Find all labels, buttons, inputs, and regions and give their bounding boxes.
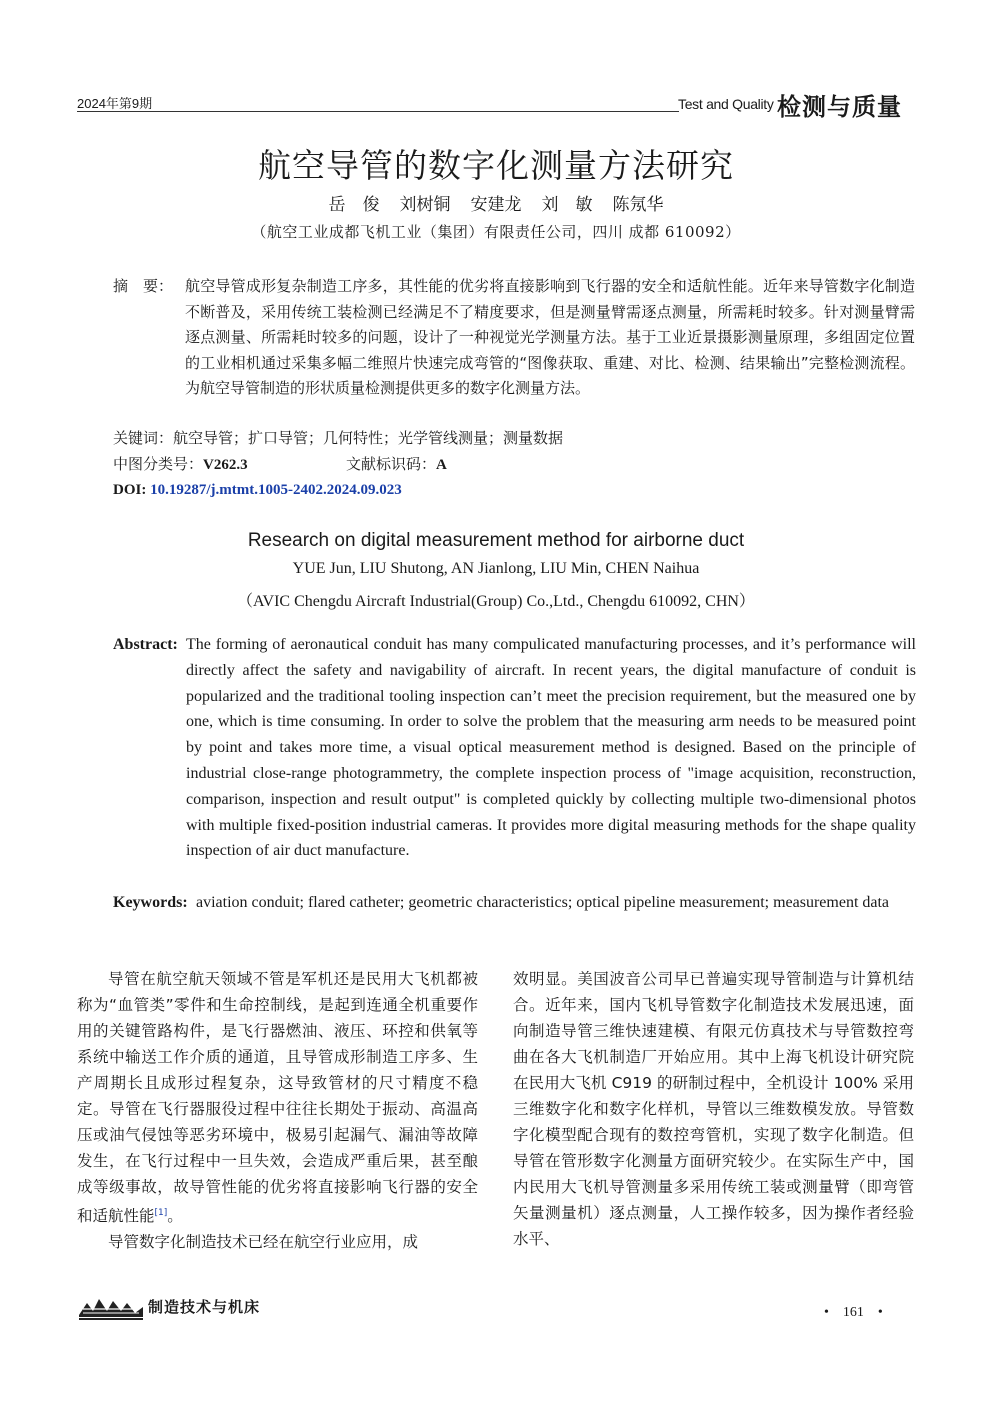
body-column-left [77,966,478,1255]
author: 岳 俊 [328,195,380,215]
doi-line [113,478,402,503]
body-text: 。 [167,1207,183,1226]
doc-code-label: 文献标识码： [346,455,437,473]
doi-link[interactable]: 10.19287/j.mtmt.1005-2402.2024.09.023 [150,482,402,498]
author: 安建龙 [470,195,522,215]
journal-section-cn: 检测与质量 [777,93,902,121]
paper-title: 航空导管的数字化测量方法研究 [258,146,734,185]
author-list [0,190,992,215]
author: 刘 敏 [541,195,593,215]
body-paragraph [77,966,478,1229]
clc-value: V262.3 [203,457,248,473]
english-affiliation: （AVIC Chengdu Aircraft Industrial(Group) Co.,Ltd., Chengdu 610092, CHN） [237,593,755,610]
journal-section-en: Test and Quality [678,96,774,112]
english-authors: YUE Jun, LIU Shutong, AN Jianlong, LIU Min, CHEN Naihua [292,560,700,577]
english-abstract-label: Abstract: [113,636,178,653]
author: 刘树铜 [399,195,451,215]
header-rule [77,111,679,112]
abstract-cn-label: 摘 要： [113,277,174,295]
journal-brand: 制造技术与机床 [148,1298,261,1316]
keywords-cn-text: 航空导管；扩口导管；几何特性；光学管线测量；测量数据 [173,429,564,447]
keywords-cn-label: 关键词： [113,429,174,447]
english-abstract-text: The forming of aeronautical conduit has many compulicated manufacturing processes, and it’s performance will directly affect the safety and navigability of aircraft. In recent years, the digital manufacture of conduit is popularized and the traditional tooling inspection can’t meet the precision requirement, but the measured one by one, which is time consuming. In order to solve the problem that the measuring arm needs to be measured point by point and takes more time, a visual optical measurement method is designed. Based on the principle of industrial close-range photogrammetry, the complete inspection process of "image acquisition, reconstruction, comparison, inspection and result output" is completed quickly by collecting multiple two-dimensional photos with multiple fixed-position industrial cameras. It provides more digital measuring methods for the shape quality inspection of air duct manufacture. [186,636,916,860]
abstract-cn-text: 航空导管成形复杂制造工序多，其性能的优劣将直接影响到飞行器的安全和适航性能。近年来导管数字化制造不断普及，采用传统工装检测已经满足不了精度要求，但是测量臂需逐点测量，所需耗时较多。针对测量臂需逐点测量、所需耗时较多的问题，设计了一种视觉光学测量方法。基于工业近景摄影测量原理，多组固定位置的工业相机通过采集多幅二维照片快速完成弯管的“图像获取、重建、对比、检测、结果输出”完整检测流程。为航空导管制造的形状质量检测提供更多的数字化测量方法。 [185,277,915,397]
clc-label: 中图分类号： [113,455,204,473]
english-keywords-text: aviation conduit; flared catheter; geometric characteristics; optical pipeline measurement; measurement data [196,894,890,911]
doc-code-value: A [436,457,447,473]
body-column-right [513,966,914,1252]
doi-label: DOI: [113,482,147,498]
body-text: 导管在航空航天领域不管是军机还是民用大飞机都被称为“血管类”零件和生命控制线，是起到连通全机重要作用的关键管路构件，是飞行器燃油、液压、环控和供氧等系统中输送工作介质的通道，且导管成形制造工序多、生产周期长且成形过程复杂，这导致管材的尺寸精度不稳定。导管在飞行器服役过程中往往长期处于振动、高温高压或油气侵蚀等恶劣环境中，极易引起漏气、漏油等故障发生，在飞行过程中一旦失效，会造成严重后果，甚至酿成等级事故，故导管性能的优劣将直接影响飞行器的安全和适航性能 [77,970,478,1226]
citation-link[interactable]: [1] [154,1208,168,1218]
journal-issue: 2024年第9期 [77,96,153,111]
journal-logo-icon [77,1293,145,1327]
keywords-cn [113,426,563,452]
english-title: Research on digital measurement method for airborne duct [247,530,745,551]
page-number: • 161 • [824,1305,883,1320]
author: 陈氖华 [612,195,664,215]
page-number-value: 161 [842,1305,864,1320]
body-paragraph: 导管数字化制造技术已经在航空行业应用，成 [108,1233,419,1252]
body-paragraph: 效明显。美国波音公司早已普遍实现导管制造与计算机结合。近年来，国内飞机导管数字化制造技术发展迅速，面向制造导管三维快速建模、有限元仿真技术与导管数控弯曲在各大飞机制造厂开始应用。其中上海飞机设计研究院在民用大飞机 C919 的研制过程中，全机设计 100% 采用三维数字化和数字化样机，导管以三维数模发放。导管数字化模型配合现有的数控弯管机，实现了数字化制造。但导管在管形数字化测量方面研究较少。在实际生产中，国内民用大飞机导管测量多采用传统工装或测量臂（即弯管矢量测量机）逐点测量，人工操作较多，因为操作者经验水平、 [513,970,914,1248]
english-keywords-label: Keywords: [113,894,188,911]
classification-line [113,452,513,479]
affiliation: （航空工业成都飞机工业（集团）有限责任公司，四川 成都 610092） [251,223,741,241]
